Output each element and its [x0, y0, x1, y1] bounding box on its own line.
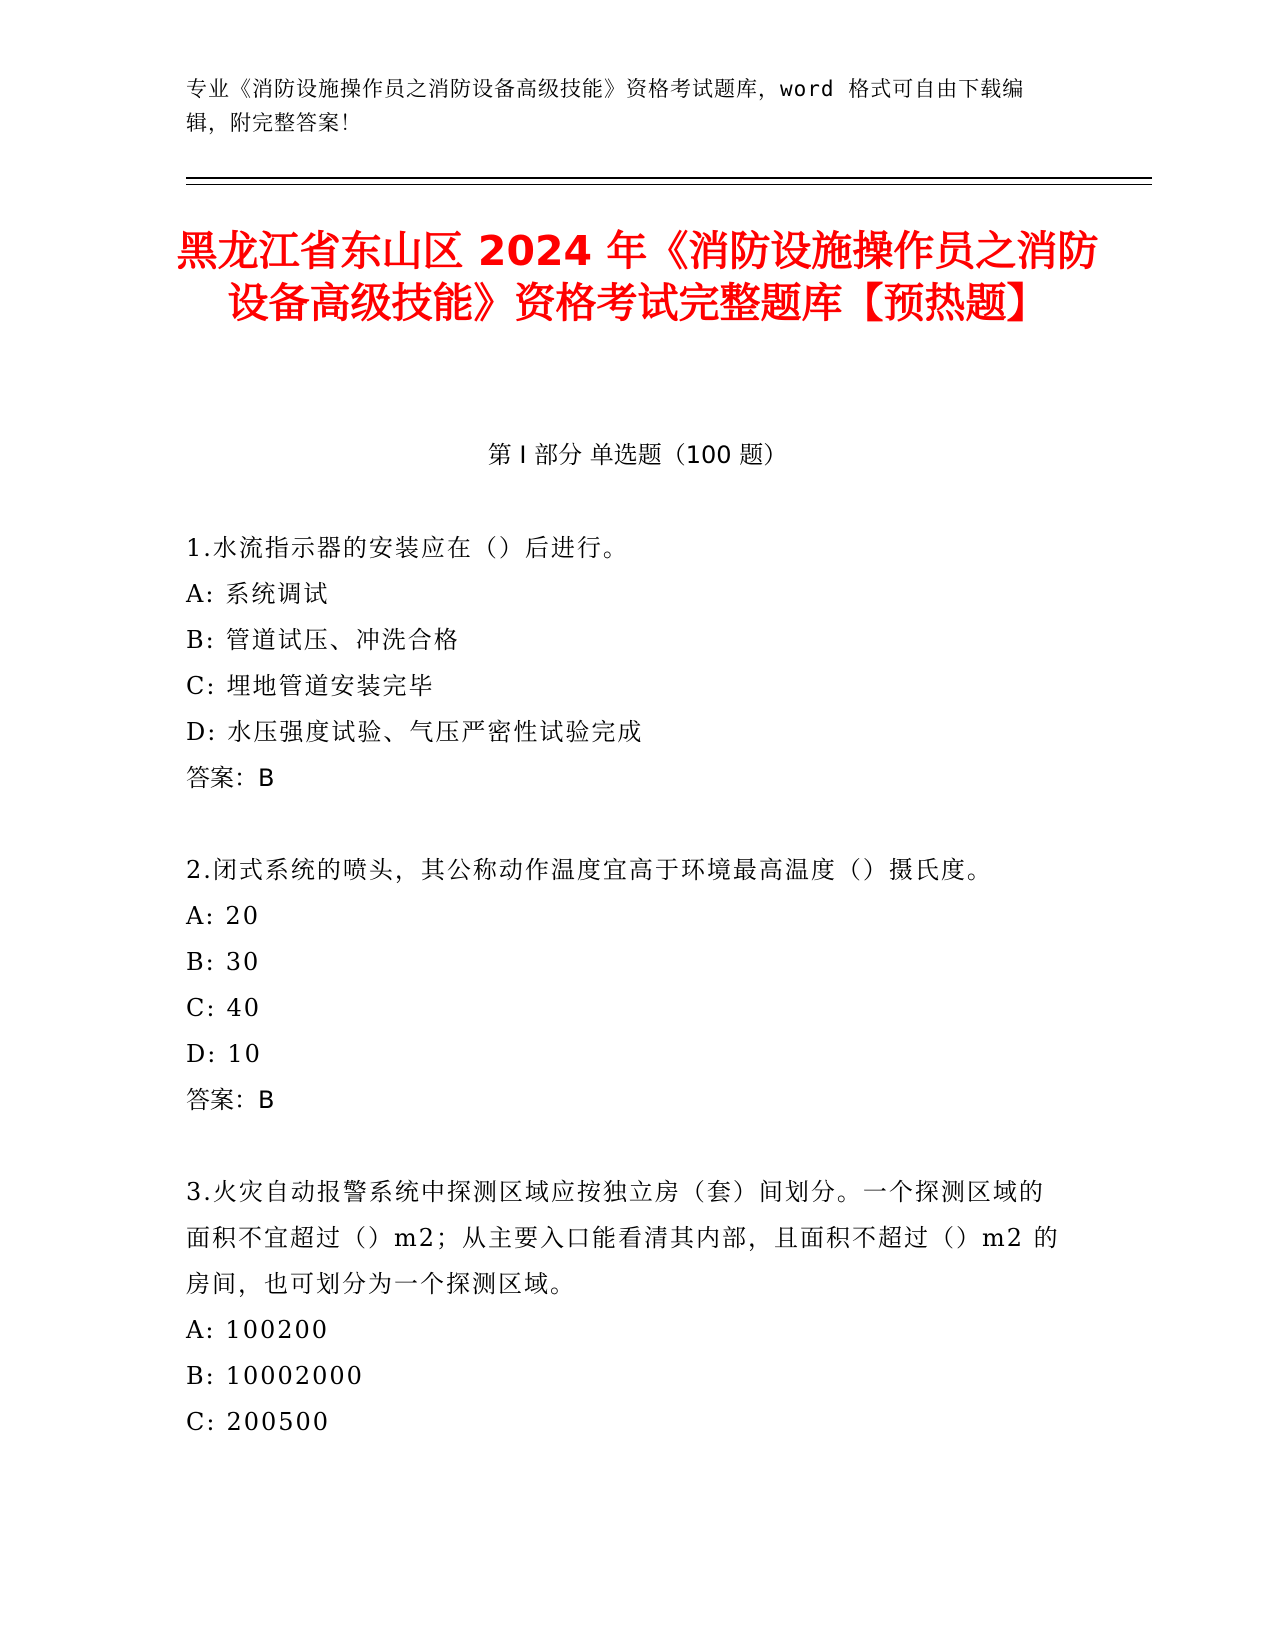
option-b	[186, 939, 1066, 985]
option-letter: D:	[186, 1040, 218, 1068]
option-d	[186, 709, 1066, 755]
question-3	[186, 1169, 1066, 1445]
option-letter: A:	[186, 902, 216, 930]
option-text: 10	[227, 1040, 262, 1068]
header-divider-thin	[186, 184, 1152, 185]
option-c	[186, 1399, 1066, 1445]
option-text: 40	[226, 994, 261, 1022]
question-list	[186, 525, 1066, 1491]
option-letter: C:	[186, 672, 217, 700]
option-a	[186, 1307, 1066, 1353]
option-a	[186, 893, 1066, 939]
option-letter: B:	[186, 626, 216, 654]
option-letter: B:	[186, 948, 216, 976]
question-2	[186, 847, 1066, 1123]
document-title: 黑龙江省东山区 2024 年《消防设施操作员之消防设备高级技能》资格考试完整题库【预热题】	[176, 227, 1099, 327]
option-text: 埋地管道安装完毕	[226, 672, 435, 700]
answer-line: 答案：B	[186, 1086, 275, 1114]
option-text: 100200	[225, 1316, 330, 1344]
header-note: 专业《消防设施操作员之消防设备高级技能》资格考试题库，word 格式可自由下载编辑，附完整答案！	[186, 77, 1025, 135]
option-b	[186, 617, 1066, 663]
option-text: 系统调试	[225, 580, 330, 608]
option-text: 200500	[226, 1408, 331, 1436]
option-letter: B:	[186, 1362, 216, 1390]
option-letter: D:	[186, 718, 218, 746]
option-letter: A:	[186, 580, 216, 608]
option-b	[186, 1353, 1066, 1399]
option-a	[186, 571, 1066, 617]
question-1	[186, 525, 1066, 801]
section-heading: 第 I 部分 单选题（100 题）	[487, 441, 788, 469]
question-stem: 3.火灾自动报警系统中探测区域应按独立房（套）间划分。一个探测区域的面积不宜超过（）m2；从主要入口能看清其内部，且面积不超过（）m2 的房间，也可划分为一个探测区域。	[186, 1178, 1060, 1298]
option-letter: A:	[186, 1316, 216, 1344]
option-text: 20	[225, 902, 260, 930]
option-text: 管道试压、冲洗合格	[225, 626, 460, 654]
option-c	[186, 985, 1066, 1031]
option-text: 水压强度试验、气压严密性试验完成	[227, 718, 644, 746]
option-text: 30	[225, 948, 261, 976]
question-stem: 1.水流指示器的安装应在（）后进行。	[186, 534, 629, 562]
option-c	[186, 663, 1066, 709]
option-letter: C:	[186, 1408, 217, 1436]
option-d	[186, 1031, 1066, 1077]
header-divider-thick	[186, 177, 1152, 179]
question-stem: 2.闭式系统的喷头，其公称动作温度宜高于环境最高温度（）摄氏度。	[186, 856, 993, 884]
option-text: 10002000	[225, 1362, 364, 1390]
option-letter: C:	[186, 994, 217, 1022]
answer-line: 答案：B	[186, 764, 275, 792]
